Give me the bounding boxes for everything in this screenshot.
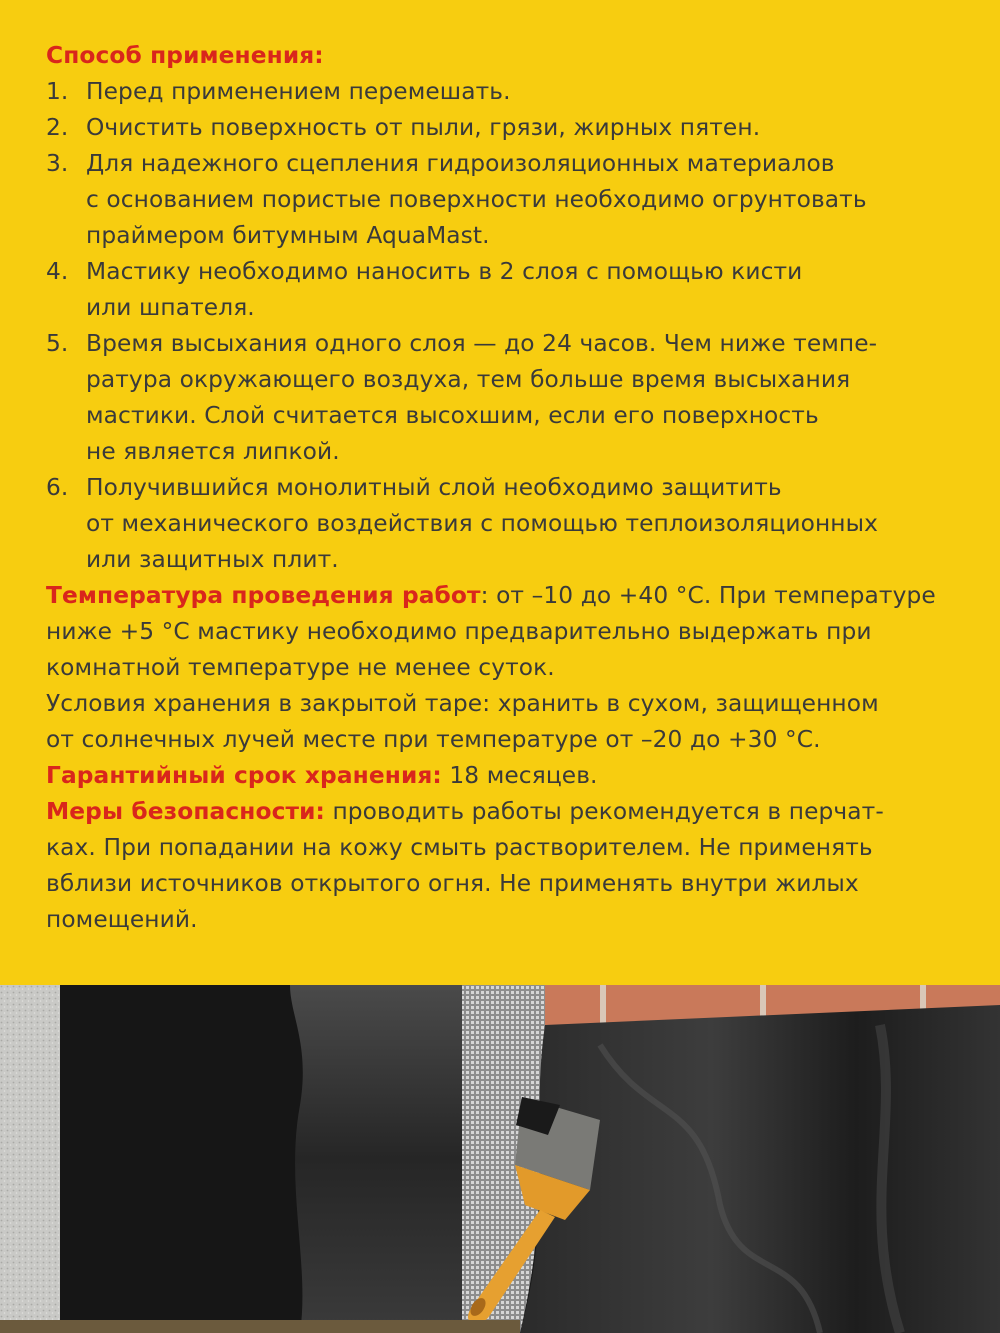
temperature-section: [46, 578, 966, 686]
warranty-section: [46, 758, 966, 794]
safety-line-2: ках. При попадании на кожу смыть растворителем. Не применять: [46, 834, 873, 861]
ground: [0, 1320, 520, 1333]
temperature-label: Температура проведения работ: [46, 582, 481, 609]
step-number: 2.: [46, 114, 69, 141]
application-illustration: [0, 985, 1000, 1333]
safety-line-1: [46, 794, 966, 830]
safety-section: [46, 794, 966, 938]
concrete-wall: [0, 985, 70, 1333]
step-4: [46, 254, 966, 326]
step-line: Очистить поверхность от пыли, грязи, жирных пятен.: [86, 114, 761, 141]
step-2: [46, 110, 966, 146]
step-number: 1.: [46, 78, 69, 105]
storage-line-1: Условия хранения в закрытой таре: хранить в сухом, защищенном: [46, 690, 879, 717]
step-line: Для надежного сцепления гидроизоляционных материалов: [86, 150, 835, 177]
step-line: с основанием пористые поверхности необходимо огрунтовать: [86, 186, 867, 213]
temperature-value: : от –10 до +40 °C. При температуре: [480, 582, 936, 609]
method-heading: Способ применения:: [46, 42, 324, 69]
temperature-line-2: ниже +5 °C мастику необходимо предварительно выдержать при: [46, 618, 872, 645]
step-line: ратура окружающего воздуха, тем больше время высыхания: [86, 366, 851, 393]
temperature-line-3: комнатной температуре не менее суток.: [46, 654, 555, 681]
storage-section: [46, 686, 966, 758]
step-line: Перед применением перемешать.: [86, 78, 511, 105]
method-steps-list: [46, 74, 966, 578]
step-line: Мастику необходимо наносить в 2 слоя с помощью кисти: [86, 258, 803, 285]
step-number: 3.: [46, 150, 69, 177]
instructions-panel: [46, 38, 966, 938]
step-5: [46, 326, 966, 470]
step-line: Получившийся монолитный слой необходимо защитить: [86, 474, 782, 501]
step-line: от механического воздействия с помощью теплоизоляционных: [86, 510, 879, 537]
step-number: 5.: [46, 330, 69, 357]
warranty-value: 18 месяцев.: [441, 762, 598, 789]
safety-label: Меры безопасности:: [46, 798, 325, 825]
step-line: Время высыхания одного слоя — до 24 часов. Чем ниже темпе-: [86, 330, 878, 357]
safety-line-3: вблизи источников открытого огня. Не применять внутри жилых: [46, 870, 859, 897]
step-3: [46, 146, 966, 254]
step-number: 6.: [46, 474, 69, 501]
step-number: 4.: [46, 258, 69, 285]
step-line: праймером битумным AquaMast.: [86, 222, 490, 249]
step-line: или шпателя.: [86, 294, 255, 321]
application-photo: [0, 985, 1000, 1333]
storage-line-2: от солнечных лучей месте при температуре от –20 до +30 °C.: [46, 726, 821, 753]
safety-text: проводить работы рекомендуется в перчат-: [324, 798, 884, 825]
step-line: мастики. Слой считается высохшим, если его поверхность: [86, 402, 819, 429]
temperature-line-1: [46, 578, 966, 614]
wet-coating: [290, 985, 470, 1333]
warranty-label: Гарантийный срок хранения:: [46, 762, 442, 789]
step-6: [46, 470, 966, 578]
fabric-panel: [60, 985, 310, 1333]
safety-line-4: помещений.: [46, 906, 198, 933]
step-1: [46, 74, 966, 110]
step-line: или защитных плит.: [86, 546, 339, 573]
step-line: не является липкой.: [86, 438, 340, 465]
